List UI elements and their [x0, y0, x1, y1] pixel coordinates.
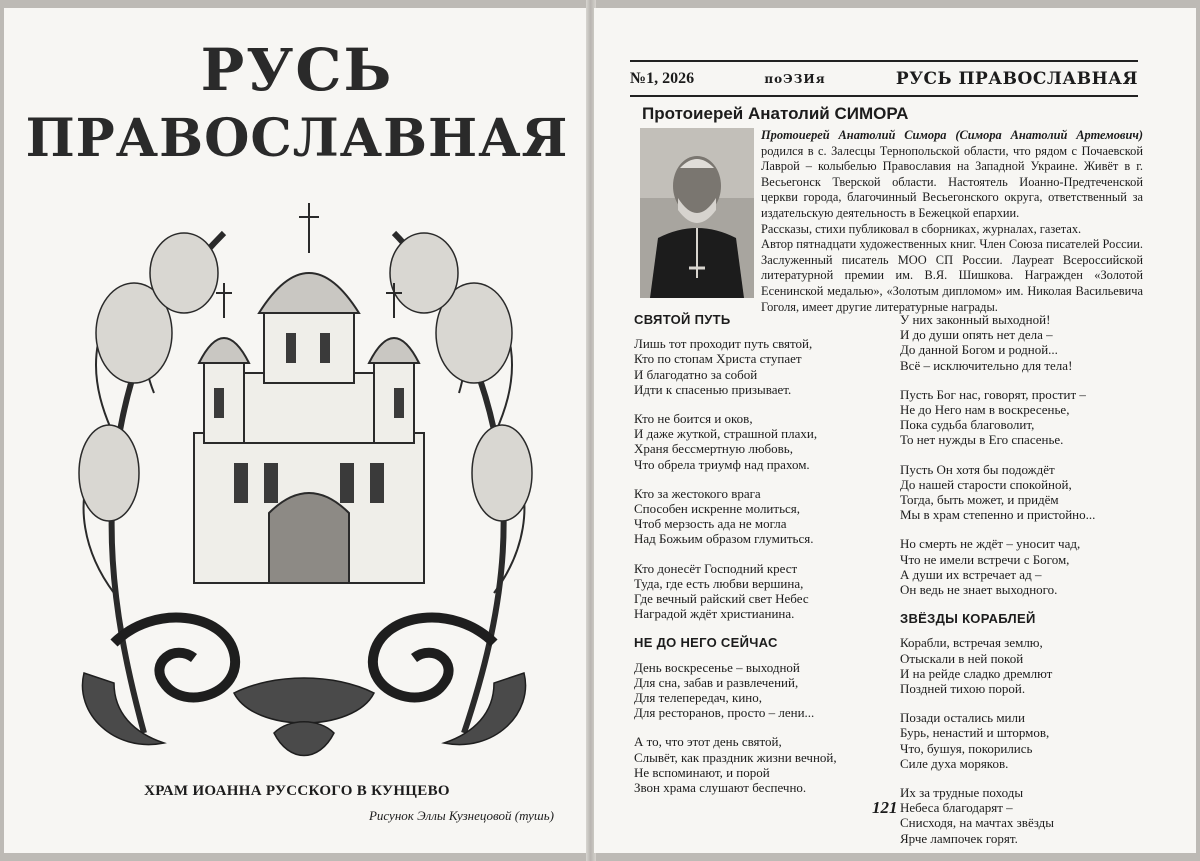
poem-line: Звон храма слушают беспечно. — [634, 780, 807, 796]
poem-title: СВЯТОЙ ПУТЬ — [634, 312, 731, 327]
poem-stanza — [900, 710, 1150, 771]
magazine-name: РУСЬ ПРАВОСЛАВНАЯ — [895, 69, 1138, 89]
author-bio — [761, 128, 1143, 315]
poem-line: Лишь тот проходит путь святой, — [634, 336, 813, 352]
poem-line: И даже жуткой, страшной плахи, — [634, 426, 818, 442]
poem-line: Чтоб мерзость ада не могла — [634, 516, 787, 532]
poem-line: А души их встречает ад – — [900, 566, 1042, 582]
magazine-logo-line1: РУСЬ — [200, 36, 394, 104]
poem-line: День воскресенье – выходной — [634, 659, 800, 675]
poem-line: Храня бессмертную любовь, — [634, 441, 793, 457]
poem-line: До нашей старости спокойной, — [900, 476, 1072, 492]
header-rule-bottom — [630, 95, 1138, 97]
poem-line: Для ресторанов, просто – лени... — [634, 705, 815, 721]
poem-line: Не до Него нам в воскресенье, — [900, 402, 1070, 418]
poem-stanza — [900, 536, 1150, 597]
poem-line: Туда, где есть любви вершина, — [634, 575, 804, 591]
poems-column-right — [900, 312, 1150, 853]
poem-line: И до души опять нет дела – — [900, 327, 1053, 343]
poem-stanza — [900, 635, 1150, 696]
bio-paragraph: Автор пятнадцати художественных книг. Член Союза писателей России. Заслуженный писатель МОО СП России. Лауреат Всероссийской литературной премии им. В.Я. Шишкова. Награжден «Золотой Есенинской медалью», «Золотым дипломом» им. Николая Васильевича Гоголя, имеет другие литературные награды. — [761, 237, 1143, 314]
poem-line: Их за трудные походы — [900, 785, 1024, 801]
left-page — [4, 8, 590, 853]
poem-line: Для сна, забав и развлечений, — [634, 674, 799, 690]
poem-stanza — [900, 312, 1150, 373]
poem-line: Тогда, быть может, и придём — [900, 492, 1059, 508]
poem-line: Для телепередач, кино, — [634, 690, 763, 706]
poem-stanza — [634, 486, 894, 547]
poem-line: И благодатно за собой — [634, 366, 758, 382]
poem-line: Кто по стопам Христа ступает — [634, 351, 802, 367]
poem-line: Пока судьба благоволит, — [900, 417, 1035, 433]
poem-line: Пусть Он хотя бы подождёт — [900, 461, 1055, 477]
poem-line: Слывёт, как праздник жизни вечной, — [634, 749, 837, 765]
poem-stanza — [634, 660, 894, 721]
running-header — [630, 66, 1138, 92]
poem-line: Корабли, встречая землю, — [900, 635, 1043, 651]
author-portrait — [640, 128, 754, 298]
poem-line: Он ведь не знает выходного. — [900, 582, 1058, 598]
section-name: поЭЗИя — [764, 72, 826, 86]
page-number: 121 — [872, 798, 898, 817]
church-illustration — [74, 173, 534, 773]
poem-line: И на рейде сладко дремлют — [900, 665, 1053, 681]
poem-line: Что обрела триумф над прахом. — [634, 456, 810, 472]
poem-line: Позади остались мили — [900, 710, 1025, 726]
bio-paragraph — [761, 128, 1143, 222]
poem-line: Наградой ждёт христианина. — [634, 606, 795, 622]
bio-paragraph: Рассказы, стихи публиковал в сборниках, журналах, газетах. — [761, 221, 1082, 236]
issue-number: №1, 2026 — [630, 70, 695, 87]
poem-line: Где вечный райский свет Небес — [634, 591, 809, 607]
poem-line: Кто донесёт Господний крест — [634, 560, 798, 576]
poem-line: Что не имели встречи с Богом, — [900, 551, 1070, 567]
poem-line: А то, что этот день святой, — [634, 734, 782, 750]
poem-line: Кто не боится и оков, — [634, 411, 753, 427]
poem-line: Способен искренне молиться, — [634, 501, 800, 517]
poem-line: Пусть Бог нас, говорят, простит – — [900, 386, 1086, 402]
poem-line: Кто за жестокого врага — [634, 485, 761, 501]
poem-stanza — [634, 336, 894, 397]
poem-line: Не вспоминают, и порой — [634, 764, 770, 780]
poem-line: Идти к спасенью призывает. — [634, 381, 792, 397]
poem-line: То нет нужды в Его спасенье. — [900, 432, 1064, 448]
poem-stanza — [900, 462, 1150, 523]
poems-column-left — [634, 312, 894, 809]
poem-line: Снисходя, на мачтах звёзды — [900, 815, 1054, 831]
poem-line: Что, бушуя, покорились — [900, 740, 1033, 756]
header-rule-top — [630, 60, 1138, 62]
poem-stanza — [634, 734, 894, 795]
illustration-caption: ХРАМ ИОАННА РУССКОГО В КУНЦЕВО — [144, 783, 450, 799]
poem-line: Поздней тихою порой. — [900, 681, 1026, 697]
illustration-credit: Рисунок Эллы Кузнецовой (тушь) — [368, 808, 554, 823]
poem-line: До данной Богом и родной... — [900, 342, 1058, 358]
bio-lead: Протоиерей Анатолий Симора (Симора Анатолий Артемович) — [761, 128, 1143, 142]
poem-title: ЗВЁЗДЫ КОРАБЛЕЙ — [900, 611, 1036, 627]
poem-line: Но смерть не ждёт – уносит чад, — [900, 536, 1081, 552]
poem-stanza — [900, 785, 1150, 846]
poem-stanza — [900, 387, 1150, 448]
poem-line: Мы в храм степенно и пристойно... — [900, 507, 1096, 523]
poem-stanza — [634, 411, 894, 472]
poem-line: Силе духа моряков. — [900, 755, 1009, 771]
poem-line: Над Божьим образом глумиться. — [634, 531, 814, 547]
author-name: Протоиерей Анатолий СИМОРА — [642, 104, 909, 123]
poem-line: Всё – исключительно для тела! — [900, 357, 1073, 373]
poem-line: Ярче лампочек горят. — [900, 830, 1018, 846]
poem-line: Отыскали в ней покой — [900, 650, 1024, 666]
poem-title: НЕ ДО НЕГО СЕЙЧАС — [634, 635, 778, 651]
right-page — [594, 8, 1196, 853]
poem-line: Небеса благодарят – — [900, 800, 1013, 816]
magazine-logo-line2: ПРАВОСЛАВНАЯ — [25, 108, 569, 169]
poem-line: У них законный выходной! — [900, 312, 1051, 327]
poem-stanza — [634, 561, 894, 622]
bio-text: родился в с. Залесцы Тернопольской области, что рядом с Почаевской Лаврой – колыбелью Православия на Западной Украине. Живёт в г. Весьегонск Тверской области. Настоятель Иоанно-Предтеченской церкви города, благочинный Весьегонского округа, ответственный за издательскую деятельность в Бежецкой епархии. — [761, 143, 1143, 220]
poem-line: Бурь, ненастий и штормов, — [900, 725, 1050, 741]
